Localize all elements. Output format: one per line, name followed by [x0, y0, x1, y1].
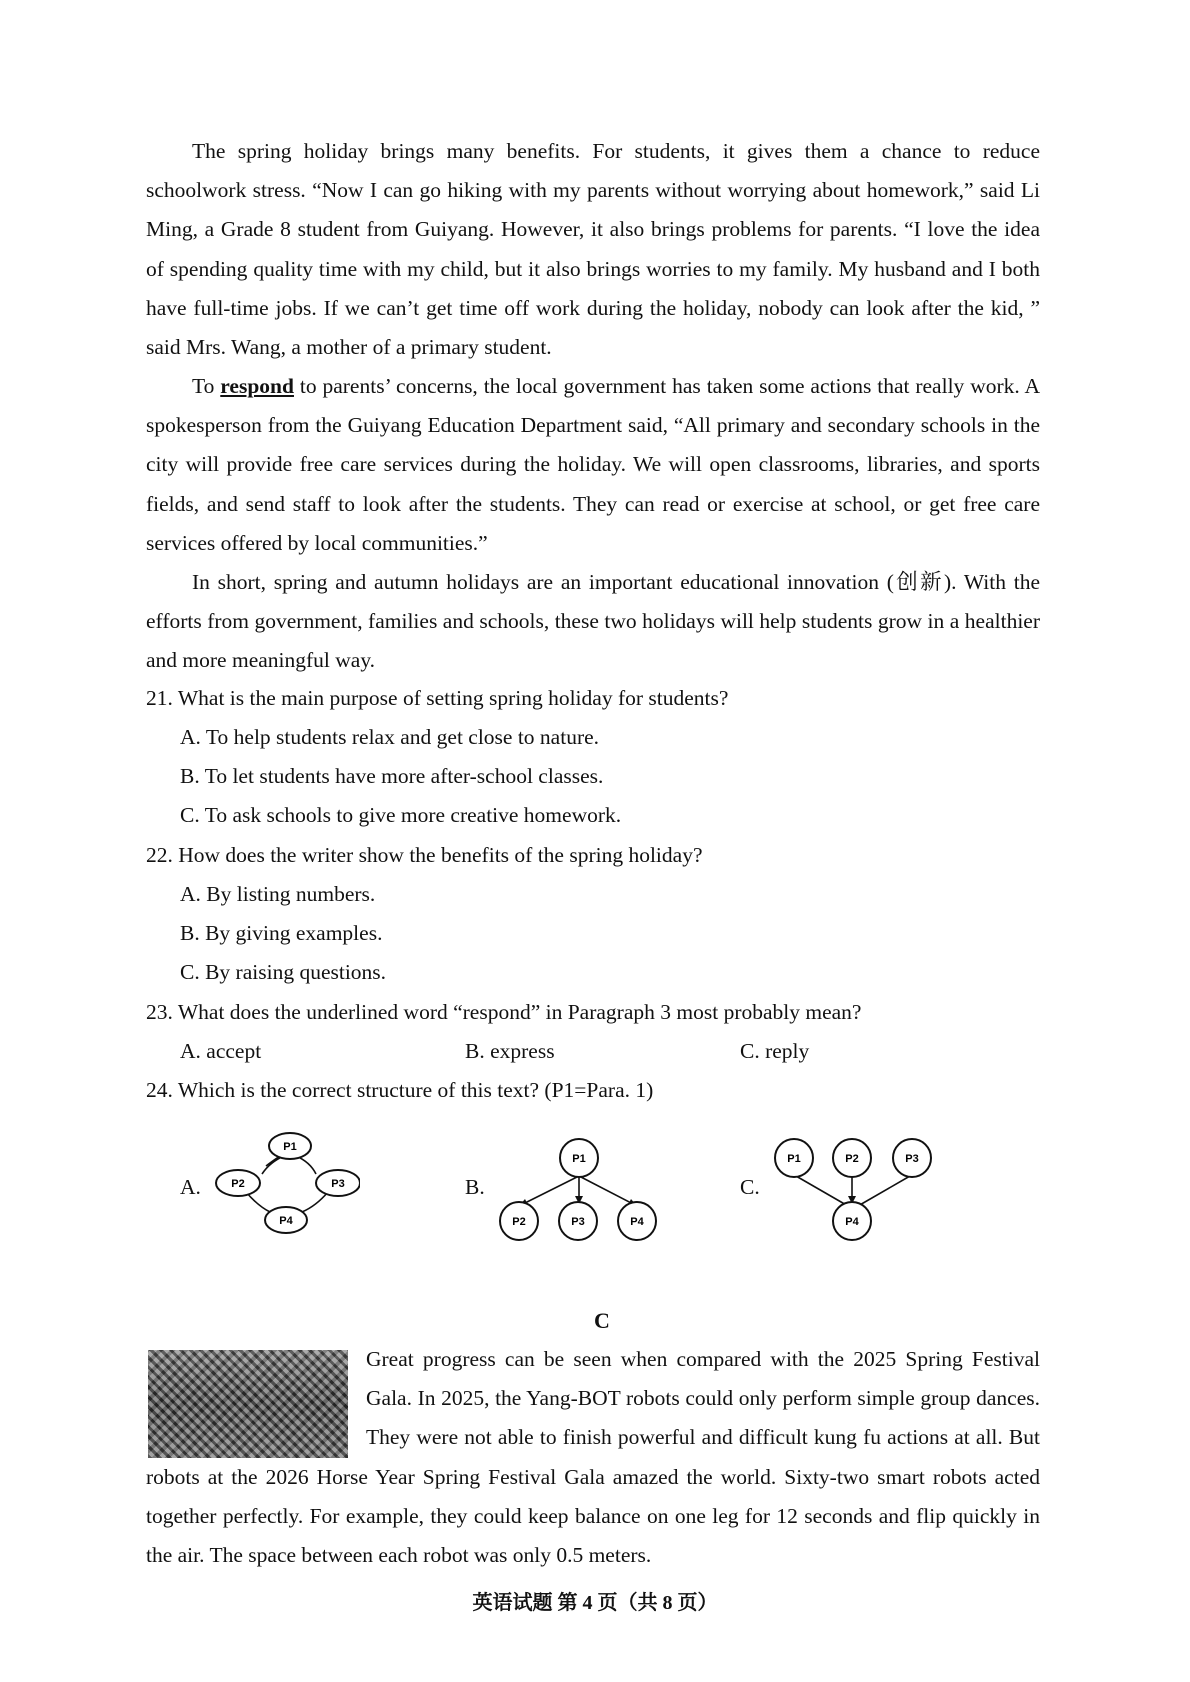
question-22-option-a: A. By listing numbers.: [180, 882, 376, 906]
structure-diagram-a: [210, 1130, 360, 1245]
diagram-a-node-p1: [269, 1133, 311, 1159]
underlined-word-respond: respond: [220, 374, 294, 398]
section-c-heading: C: [594, 1308, 610, 1333]
paragraph-respond-body: to parents’ concerns, the local government has taken some actions that really work. A spokesperson from the Guiyang Education Department said, “All primary and secondary schools in the city will provide free care services during the holiday. We will open classrooms, libraries, and sports fields, and send staff to look after the students. They can read or exercise at school, or get free care services offered by local communities.”: [146, 374, 1040, 555]
question-23-option-a: A. accept: [180, 1039, 262, 1063]
diagram-a-node-p3: [316, 1170, 360, 1196]
question-22: 22. How does the writer show the benefits of the spring holiday?: [146, 843, 703, 867]
question-23: 23. What does the underlined word “respond” in Paragraph 3 most probably mean?: [146, 1000, 862, 1024]
section-c-text: Great progress can be seen when compared with the 2025 Spring Festival Gala. In 2025, the Yang-BOT robots could only perform simple group dances. They were not able to finish powerful and difficult kung fu actions at all. But robots at the 2026 Horse Year Spring Festival Gala amazed the world. Sixty-two smart robots acted together perfectly. For example, they could keep balance on one leg for 12 seconds and flip quickly in the air. The space between each robot was only 0.5 meters.: [146, 1347, 1040, 1568]
question-21-option-a: A. To help students relax and get close to nature.: [180, 725, 600, 749]
question-23-option-b: B. express: [465, 1039, 555, 1063]
diagram-c-node-p2: [833, 1139, 871, 1177]
question-24-option-a-label: A.: [180, 1175, 201, 1199]
question-24-option-c-label: C.: [740, 1175, 760, 1199]
question-22-option-b: B. By giving examples.: [180, 921, 383, 945]
svg-text:P2: P2: [845, 1153, 859, 1165]
question-23-option-c: C. reply: [740, 1039, 810, 1063]
diagram-c-node-p3: [893, 1139, 931, 1177]
diagram-a-node-p2: [216, 1170, 260, 1196]
svg-text:P3: P3: [571, 1216, 585, 1228]
section-c-paragraph: [146, 1340, 1040, 1575]
question-21-option-b: B. To let students have more after-school classes.: [180, 764, 604, 788]
diagram-b-node-p4: [618, 1202, 656, 1240]
diagram-c-node-p4: [833, 1202, 871, 1240]
svg-text:P4: P4: [845, 1216, 859, 1228]
paragraph-respond: [146, 367, 1040, 563]
diagram-b-node-p3: [559, 1202, 597, 1240]
svg-text:P1: P1: [283, 1141, 297, 1153]
svg-text:P2: P2: [512, 1216, 526, 1228]
paragraph-respond-lead: To: [192, 374, 221, 398]
question-21: 21. What is the main purpose of setting spring holiday for students?: [146, 686, 729, 710]
svg-text:P1: P1: [787, 1153, 801, 1165]
diagram-a-node-p4: [265, 1207, 307, 1233]
svg-text:P4: P4: [279, 1215, 293, 1227]
photo-wrap-spacer: [146, 1340, 366, 1457]
structure-diagram-b: [495, 1138, 665, 1253]
svg-text:P3: P3: [905, 1153, 919, 1165]
paragraph-benefits: The spring holiday brings many benefits. For students, it gives them a chance to reduce schoolwork stress. “Now I can go hiking with my parents without worrying about homework,” said Li Ming, a Grade 8 student from Guiyang. However, it also brings problems for parents. “I love the idea of spending quality time with my child, but it also brings worries to my family. My husband and I both have full-time jobs. If we can’t get time off work during the holiday, nobody can look after the kid, ” said Mrs. Wang, a mother of a primary student.: [146, 139, 1040, 360]
svg-text:P2: P2: [231, 1178, 245, 1190]
page-footer: 英语试题 第 4 页（共 8 页）: [472, 1592, 718, 1614]
structure-diagram-c: [772, 1138, 942, 1253]
svg-text:P4: P4: [630, 1216, 644, 1228]
diagram-b-node-p1: [560, 1139, 598, 1177]
question-24-option-b-label: B.: [465, 1175, 485, 1199]
question-22-option-c: C. By raising questions.: [180, 960, 387, 984]
paragraph-in-short: In short, spring and autumn holidays are an important educational innovation (创新). With the efforts from government, families and schools, these two holidays will help students grow in a healthier and more meaningful way.: [146, 570, 1040, 673]
question-24: 24. Which is the correct structure of this text? (P1=Para. 1): [146, 1078, 654, 1102]
question-21-option-c: C. To ask schools to give more creative homework.: [180, 803, 622, 827]
svg-text:P3: P3: [331, 1178, 345, 1190]
diagram-c-node-p1: [775, 1139, 813, 1177]
svg-text:P1: P1: [572, 1153, 586, 1165]
diagram-b-node-p2: [500, 1202, 538, 1240]
